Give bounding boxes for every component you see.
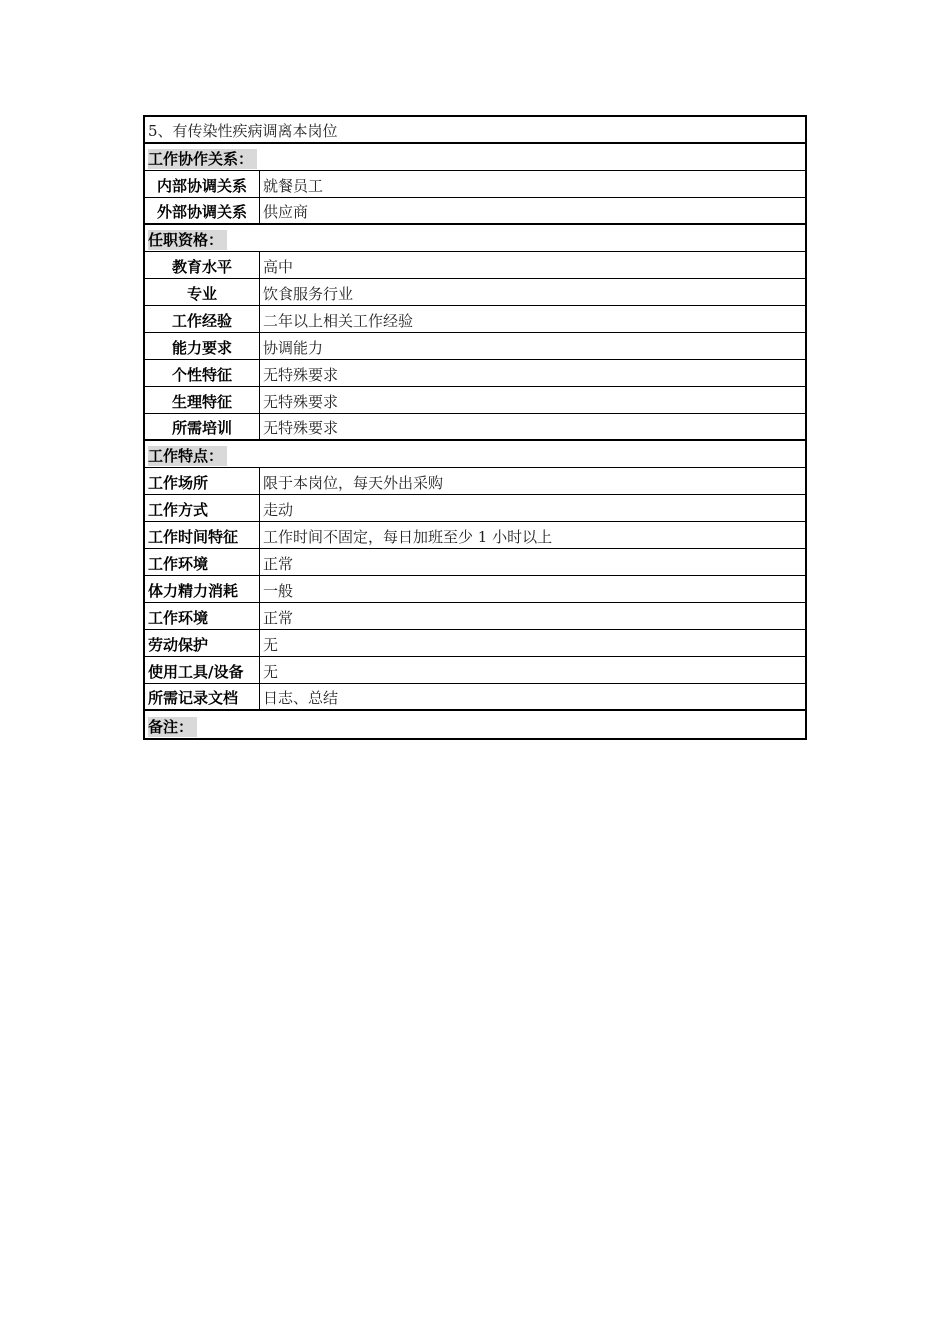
row-label: 体力精力消耗	[145, 576, 260, 602]
table-row	[145, 549, 805, 576]
row-label: 生理特征	[145, 387, 260, 413]
table-row	[145, 630, 805, 657]
row-label: 工作方式	[145, 495, 260, 521]
section-header-collab	[145, 144, 805, 171]
row-value: 供应商	[263, 203, 309, 221]
table-row	[145, 306, 805, 333]
table-row	[145, 171, 805, 198]
table-row	[145, 360, 805, 387]
section-title-collab: 工作协作关系：	[148, 149, 257, 169]
row-value: 一般	[263, 582, 294, 600]
row-value: 无特殊要求	[263, 419, 339, 437]
row-label: 专业	[145, 279, 260, 305]
row-label: 所需培训	[145, 414, 260, 439]
section-header-qualification	[145, 225, 805, 252]
row-label: 工作经验	[145, 306, 260, 332]
row-label: 能力要求	[145, 333, 260, 359]
row-label: 教育水平	[145, 252, 260, 278]
table-row	[145, 522, 805, 549]
row-value: 无特殊要求	[263, 366, 339, 384]
table-row	[145, 576, 805, 603]
row-value: 高中	[263, 258, 294, 276]
row-label: 工作场所	[145, 468, 260, 494]
job-description-table	[143, 115, 807, 740]
table-row	[145, 684, 805, 711]
row-value: 正常	[263, 609, 294, 627]
table-row	[145, 333, 805, 360]
table-row	[145, 468, 805, 495]
row-label: 工作环境	[145, 603, 260, 629]
table-row	[145, 252, 805, 279]
table-row	[145, 198, 805, 225]
section-header-remarks	[145, 711, 805, 738]
row-label: 所需记录文档	[145, 684, 260, 709]
section-header-features	[145, 441, 805, 468]
row-value: 无	[263, 663, 279, 681]
section-title-features: 工作特点：	[148, 446, 227, 466]
row-value: 无特殊要求	[263, 393, 339, 411]
row-label: 工作环境	[145, 549, 260, 575]
table-row	[145, 603, 805, 630]
row-value: 正常	[263, 555, 294, 573]
row-label: 内部协调关系	[145, 171, 260, 197]
row-label: 个性特征	[145, 360, 260, 386]
note-row	[145, 117, 805, 144]
table-row	[145, 279, 805, 306]
section-title-qualification: 任职资格：	[148, 230, 227, 250]
section-title-remarks: 备注：	[148, 717, 197, 737]
row-value: 就餐员工	[263, 177, 324, 195]
row-label: 外部协调关系	[145, 198, 260, 223]
row-value: 二年以上相关工作经验	[263, 312, 414, 330]
row-label: 工作时间特征	[145, 522, 260, 548]
row-label: 使用工具/设备	[145, 657, 260, 683]
row-value: 工作时间不固定，每日加班至少 1 小时以上	[263, 528, 553, 546]
table-row	[145, 387, 805, 414]
top-note: 5、有传染性疾病调离本岗位	[148, 122, 338, 140]
table-row	[145, 414, 805, 441]
row-label: 劳动保护	[145, 630, 260, 656]
row-value: 日志、总结	[263, 689, 339, 707]
row-value: 饮食服务行业	[263, 285, 354, 303]
row-value: 无	[263, 636, 279, 654]
table-row	[145, 495, 805, 522]
row-value: 协调能力	[263, 339, 324, 357]
row-value: 走动	[263, 501, 294, 519]
row-value: 限于本岗位，每天外出采购	[263, 474, 444, 492]
table-row	[145, 657, 805, 684]
